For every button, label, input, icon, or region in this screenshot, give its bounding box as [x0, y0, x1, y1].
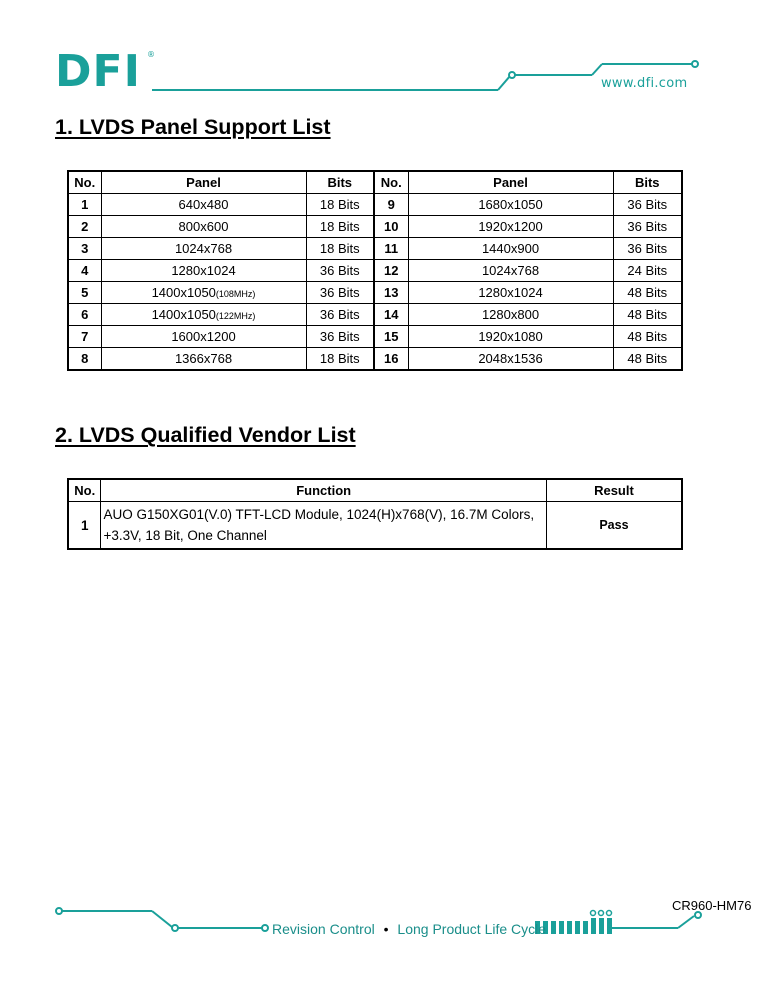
svg-text:®: ® [147, 50, 155, 59]
table-header-row [68, 171, 682, 194]
panel-bits: 36 Bits [306, 326, 374, 348]
column-header: No. [68, 479, 101, 502]
panel-frequency: (122MHz) [215, 311, 256, 321]
header-circuit-line [0, 0, 768, 110]
column-header: Panel [408, 171, 613, 194]
panel-resolution: 1680x1050 [408, 194, 613, 216]
footer-revision: Revision Control [272, 921, 375, 937]
section-title-vendor-list: 2. LVDS Qualified Vendor List [55, 423, 356, 447]
column-header: Result [594, 483, 634, 498]
row-number: 12 [374, 260, 408, 282]
panel-resolution: 1920x1200 [408, 216, 613, 238]
table-row [68, 348, 682, 371]
column-header: Panel [101, 171, 306, 194]
panel-resolution: 1024x768 [408, 260, 613, 282]
panel-resolution [101, 348, 306, 371]
table-header-row [68, 479, 682, 502]
panel-resolution-text: 800x600 [178, 219, 229, 234]
panel-resolution [101, 194, 306, 216]
table-row [68, 238, 682, 260]
panel-resolution-text: 1600x1200 [171, 329, 236, 344]
column-header: Bits [306, 171, 374, 194]
row-number: 15 [374, 326, 408, 348]
vendor-number: 1 [68, 502, 101, 550]
panel-resolution: 1280x800 [408, 304, 613, 326]
row-number: 11 [374, 238, 408, 260]
model-number: CR960-HM76 [672, 898, 752, 913]
vendor-list-table [67, 478, 683, 550]
panel-resolution: 1280x1024 [408, 282, 613, 304]
function-line: +3.3V, 18 Bit, One Channel [103, 528, 267, 543]
table-row [68, 216, 682, 238]
footer-lifecycle: Long Product Life Cycle [397, 921, 547, 937]
row-number: 2 [68, 216, 101, 238]
panel-resolution [101, 304, 306, 326]
panel-bits: 36 Bits [306, 260, 374, 282]
panel-resolution-text: 1366x768 [174, 351, 233, 366]
panel-resolution [101, 216, 306, 238]
website-url[interactable]: www.dfi.com [601, 76, 688, 91]
panel-bits: 48 Bits [627, 285, 668, 300]
column-header: Function [101, 479, 546, 502]
panel-bits: 18 Bits [306, 194, 374, 216]
vendor-function [101, 502, 546, 550]
panel-bits: 36 Bits [306, 282, 374, 304]
row-number: 4 [68, 260, 101, 282]
row-number: 6 [68, 304, 101, 326]
panel-bits: 48 Bits [627, 351, 668, 366]
table-row [68, 282, 682, 304]
footer-bars-icon [535, 918, 612, 934]
panel-resolution-text: 640x480 [178, 197, 229, 212]
panel-resolution [101, 326, 306, 348]
panel-resolution [101, 260, 306, 282]
row-number: 1 [68, 194, 101, 216]
row-number: 3 [68, 238, 101, 260]
section-title-panel-support: 1. LVDS Panel Support List [55, 115, 331, 139]
column-header: Bits [634, 175, 660, 190]
panel-bits: 48 Bits [627, 307, 668, 322]
panel-resolution: 1920x1080 [408, 326, 613, 348]
column-header: No. [68, 171, 101, 194]
row-number: 13 [374, 282, 408, 304]
row-number: 8 [68, 348, 101, 371]
vendor-result: Pass [599, 518, 629, 532]
panel-bits: 36 Bits [627, 219, 668, 234]
panel-resolution: 1440x900 [408, 238, 613, 260]
panel-support-table [67, 170, 683, 371]
panel-bits: 36 Bits [627, 197, 668, 212]
table-row [68, 304, 682, 326]
table-row [68, 326, 682, 348]
row-number: 5 [68, 282, 101, 304]
row-number: 14 [374, 304, 408, 326]
panel-resolution [101, 282, 306, 304]
panel-bits: 36 Bits [306, 304, 374, 326]
row-number: 10 [374, 216, 408, 238]
panel-bits: 18 Bits [306, 238, 374, 260]
panel-resolution-text: 1024x768 [174, 241, 233, 256]
row-number: 16 [374, 348, 408, 371]
panel-bits: 48 Bits [627, 329, 668, 344]
panel-resolution-text: 1400x1050 [151, 307, 216, 322]
panel-bits: 24 Bits [627, 263, 668, 278]
row-number: 7 [68, 326, 101, 348]
row-number: 9 [374, 194, 408, 216]
logo-text: DFI [55, 48, 141, 92]
panel-resolution: 2048x1536 [408, 348, 613, 371]
panel-bits: 18 Bits [306, 216, 374, 238]
panel-bits: 18 Bits [306, 348, 374, 371]
panel-bits: 36 Bits [627, 241, 668, 256]
footer-bullet: • [383, 921, 389, 937]
footer-tagline [272, 921, 546, 937]
panel-resolution [101, 238, 306, 260]
column-header: No. [374, 171, 408, 194]
table-row [68, 194, 682, 216]
function-line: AUO G150XG01(V.0) TFT-LCD Module, 1024(H)x768(V), 16.7M Colors, [103, 507, 535, 522]
panel-resolution-text: 1280x1024 [171, 263, 236, 278]
table-row [68, 502, 682, 550]
panel-resolution-text: 1400x1050 [151, 285, 216, 300]
panel-frequency: (108MHz) [215, 289, 256, 299]
table-row [68, 260, 682, 282]
